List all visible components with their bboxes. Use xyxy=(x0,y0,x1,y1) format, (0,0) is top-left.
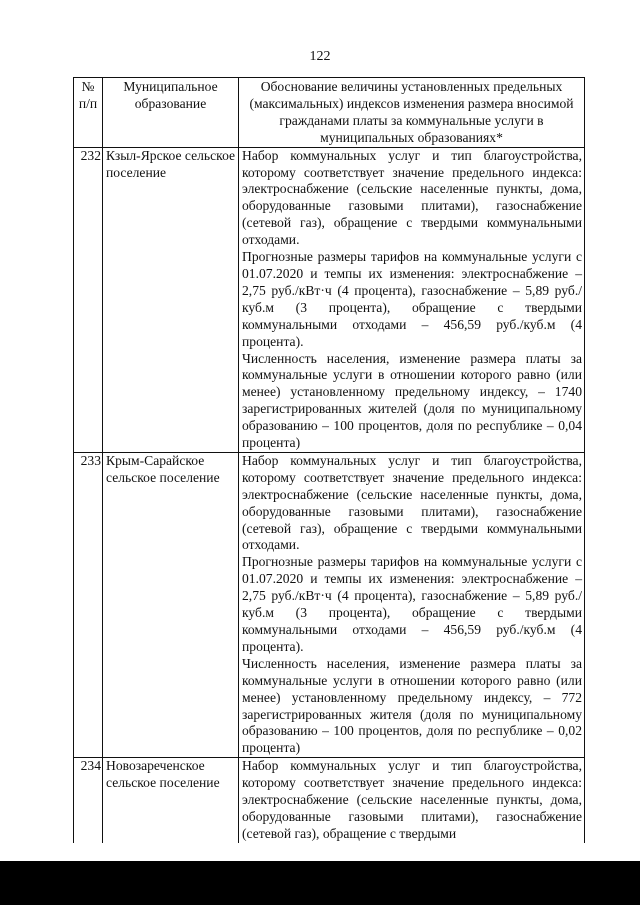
justification-tariffs: Прогнозные размеры тарифов на коммунальные услуги с 01.07.2020 и темпы их изменения: электроснабжение – 2,75 руб./кВт·ч (4 процента), газоснабжение – 5,89 руб./куб.м (3 процента), обращение с твердыми коммунальными отходами – 456,59 руб./куб.м (4 процента). xyxy=(242,249,582,349)
row-number: 233 xyxy=(74,452,103,757)
row-municipality: Кзыл-Ярское сельское поселение xyxy=(103,147,239,452)
header-justification: Обоснование величины установленных предельных (максимальных) индексов изменения размера вносимой гражданами платы за коммунальные услуги в муниципальных образованиях* xyxy=(239,78,585,148)
scan-bottom-edge xyxy=(0,861,640,905)
header-number: № п/п xyxy=(74,78,103,148)
table-row xyxy=(74,452,585,757)
justification-population: Численность населения, изменение размера платы за коммунальные услуги в отношении которого равно (или менее) установленному предельному индексу, – 1740 зарегистрированных жителей (доля по муниципальному образованию – 100 процентов, доля по республике – 0,04 процента) xyxy=(242,350,582,451)
row-municipality: Новозареченское сельское поселение xyxy=(103,758,239,843)
page-number: 122 xyxy=(309,49,331,64)
header-municipality: Муниципальное образование xyxy=(103,78,239,148)
justification-services: Набор коммунальных услуг и тип благоустройства, которому соответствует значение предельного индекса: электроснабжение (сельские населенные пункты, дома, оборудованные газовыми плитами), газоснабжение (сетевой газ), обращение с твердыми коммунальными отходами. xyxy=(242,452,582,553)
justification-services: Набор коммунальных услуг и тип благоустройства, которому соответствует значение предельного индекса: электроснабжение (сельские населенные пункты, дома, оборудованные газовыми плитами), газоснабжение (сетевой газ), обращение с твердыми коммунальными отходами. xyxy=(242,147,582,248)
row-justification xyxy=(239,452,585,757)
justification-tariffs: Прогнозные размеры тарифов на коммунальные услуги с 01.07.2020 и темпы их изменения: электроснабжение – 2,75 руб./кВт·ч (4 процента), газоснабжение – 5,89 руб./куб.м (3 процента), обращение с твердыми коммунальными отходами – 456,59 руб./куб.м (4 процента). xyxy=(242,554,582,654)
row-justification xyxy=(239,758,585,843)
row-municipality: Крым-Сарайское сельское поселение xyxy=(103,452,239,757)
table-header-row xyxy=(74,78,585,148)
table-row xyxy=(74,147,585,452)
table-row xyxy=(74,758,585,843)
tariff-index-table xyxy=(73,77,585,843)
justification-services: Набор коммунальных услуг и тип благоустройства, которому соответствует значение предельного индекса: электроснабжение (сельские населенные пункты, дома, оборудованные газовыми плитами), газоснабжение (сетевой газ), обращение с твердыми xyxy=(242,758,582,841)
row-number: 232 xyxy=(74,147,103,452)
row-number: 234 xyxy=(74,758,103,843)
row-justification xyxy=(239,147,585,452)
justification-population: Численность населения, изменение размера платы за коммунальные услуги в отношении которого равно (или менее) установленному предельному индексу, – 772 зарегистрированных жителя (доля по муниципальному образованию – 100 процентов, доля по республике – 0,02 процента) xyxy=(242,655,582,756)
